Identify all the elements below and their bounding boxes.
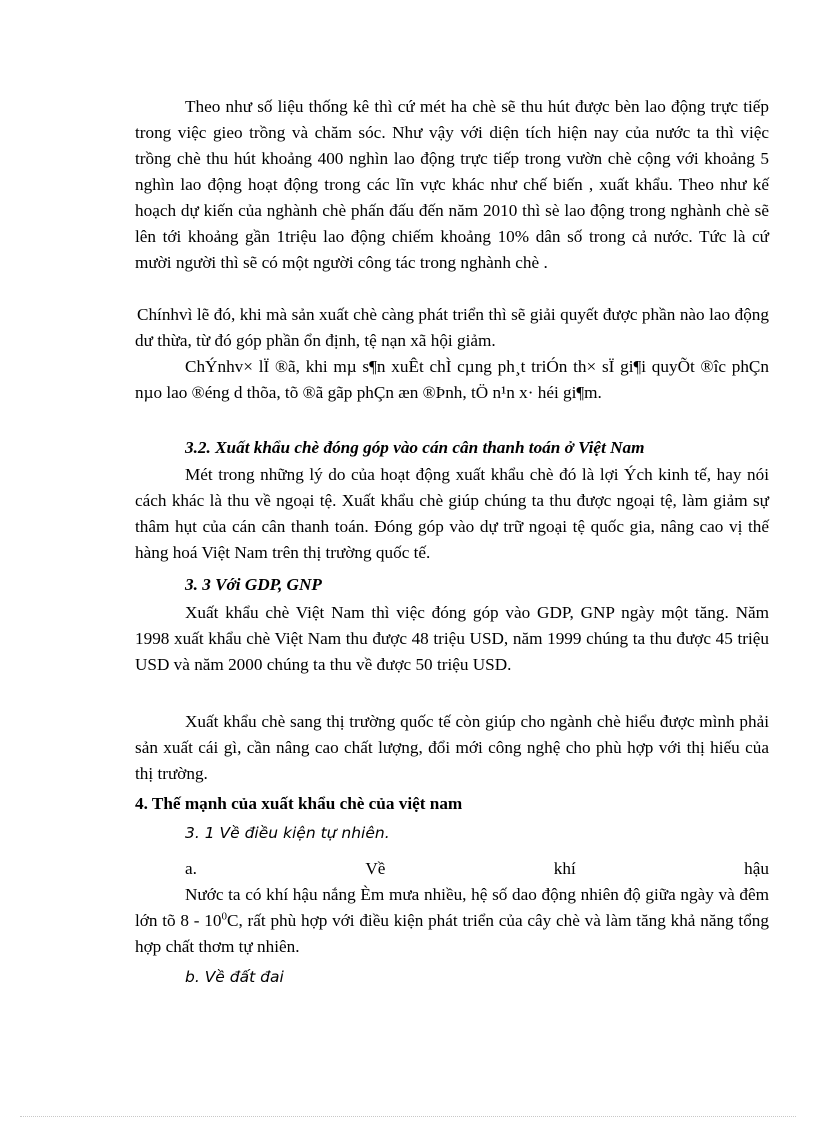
climate-word-a: a. xyxy=(185,859,197,878)
paragraph-garbled-duplicate: ChÝnhv× lÏ ®ã, khi mµ s¶n xuÊt chÌ cµng ph¸t triÓn th× sÏ gi¶i quyÕt ®îc phÇn nµo lao ®éng d thõa, tõ ®ã gãp phÇn æn ®Þnh, tÖ n¹n x· héi gi¶m. xyxy=(135,357,769,402)
climate-text-after: C, rất phù hợp với điều kiện phát triển của cây chè và làm tăng khả năng tổng hợp chất thơm tự nhiên. xyxy=(135,911,769,956)
climate-text-before: Nước ta có khí hậu nắng Èm mưa nhiều, hệ số dao động nhiên độ giữa ngày và đêm lớn tõ 8 - 10 xyxy=(135,885,769,930)
heading-natural-conditions: 3. 1 Về điều kiện tự nhiên. xyxy=(185,824,390,842)
heading-soil: b. Về đất đai xyxy=(185,968,284,986)
paragraph-labor-statistics: Theo như số liệu thống kê thì cứ mét ha chè sẽ thu hút được bèn lao động trực tiếp trong việc gieo trồng và chăm sóc. Như vậy với diện tích hiện nay của nước ta thì việc trồng chè thu hút khoảng 400 nghìn lao động trực tiếp trong vườn chè cộng với khoảng 5 nghìn lao động hoạt động trong các lĩn vực khác như chế biến , xuất khẩu. Theo như kế hoạch dự kiến của nghành chè phấn đấu đến năm 2010 thì sè lao động trong nghành chè sẽ lên tới khoảng gần 1triệu lao động chiếm khoảng 10% dân số trong cả nước. Tức là cứ mười người thì sẽ có một người công tác trong nghành chè . xyxy=(135,97,769,272)
paragraph-labor-conclusion: Chínhvì lẽ đó, khi mà sản xuất chè càng phát triển thì sẽ giải quyết được phần nào lao động dư thừa, từ đó góp phần ổn định, tệ nạn xã hội giảm. xyxy=(135,305,769,350)
heading-section-3-3: 3. 3 Với GDP, GNP xyxy=(185,575,322,594)
paragraph-gdp-gnp: Xuất khẩu chè Việt Nam thì việc đóng góp vào GDP, GNP ngày một tăng. Năm 1998 xuất khẩu chè Việt Nam thu được 48 triệu USD, năm 1999 chúng ta thu được 45 triệu USD và năm 2000 chúng ta thu về được 50 triệu USD. xyxy=(135,603,769,674)
climate-word-khi: khí xyxy=(553,859,576,878)
climate-word-hau: hậu xyxy=(744,859,769,878)
heading-section-3-2: 3.2. Xuất khẩu chè đóng góp vào cán cân thanh toán ở Việt Nam xyxy=(185,438,645,457)
paragraph-climate-description xyxy=(135,882,769,960)
heading-section-4: 4. Thế mạnh của xuất khẩu chè của việt nam xyxy=(135,794,463,813)
paragraph-foreign-currency: Mét trong những lý do của hoạt động xuất khẩu chè đó là lợi Ých kinh tế, hay nói cách khác là thu về ngoại tệ. Xuất khẩu chè giúp chúng ta thu được ngoại tệ, làm giảm sự thâm hụt của cán cân thanh toán. Đóng góp vào dự trữ ngoại tệ quốc gia, nâng cao vị thế hàng hoá Việt Nam trên thị trường quốc tế. xyxy=(135,465,769,562)
degree-superscript: 0 xyxy=(221,910,227,923)
paragraph-market-understanding: Xuất khẩu chè sang thị trường quốc tế còn giúp cho ngành chè hiểu được mình phải sản xuất cái gì, cần nâng cao chất lượng, đổi mới công nghệ cho phù hợp với thị hiếu của thị trường. xyxy=(135,712,769,783)
climate-word-ve: Về xyxy=(365,859,386,878)
page-bottom-dotted-rule xyxy=(20,1116,796,1117)
heading-climate xyxy=(185,856,769,882)
